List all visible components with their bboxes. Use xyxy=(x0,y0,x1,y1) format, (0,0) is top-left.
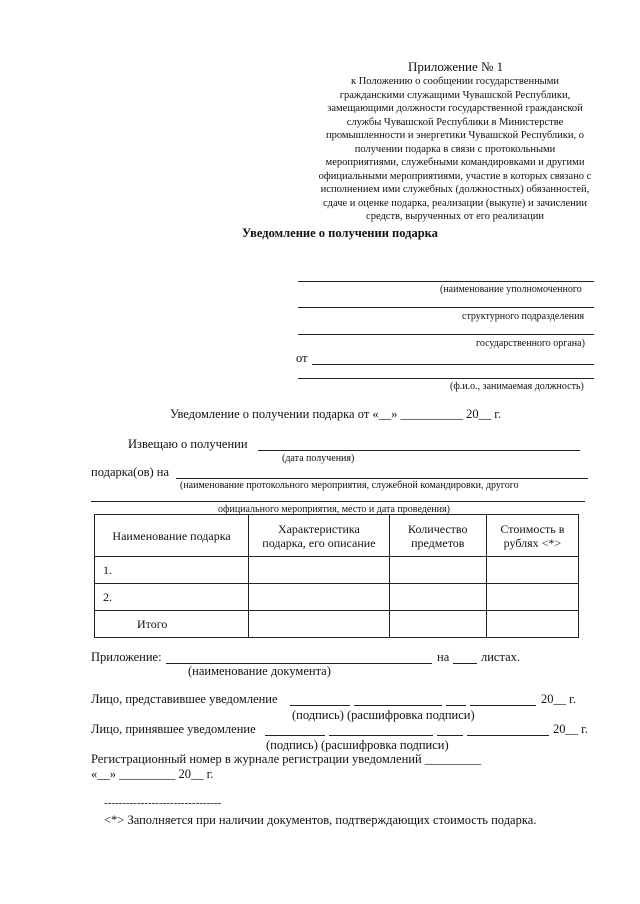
inform-label: Извещаю о получении xyxy=(128,437,248,451)
registration-date: «__» _________ 20__ г. xyxy=(91,767,214,781)
appendix-line: замещающими должности государственной гражданской xyxy=(327,103,583,114)
accepted-signature-line[interactable] xyxy=(265,735,325,736)
header-quantity: Количество предметов xyxy=(389,515,486,557)
footnote-separator: -------------------------------- xyxy=(104,797,222,809)
row-number: 1. xyxy=(95,557,249,584)
document-heading: Уведомление о получении подарка xyxy=(242,226,438,240)
receipt-date-line[interactable] xyxy=(258,450,580,451)
submitted-month-line[interactable] xyxy=(470,705,536,706)
appendix-line: получении подарка в связи с протокольными xyxy=(354,143,556,155)
attachment-sheets-line[interactable] xyxy=(453,663,477,664)
appendix-line: мероприятиями, служебными командировками и другими xyxy=(325,157,585,168)
cell-quantity[interactable] xyxy=(389,584,486,611)
attachment-on: на xyxy=(437,650,450,664)
event-hint-2: официального мероприятия, место и дата проведения) xyxy=(218,504,450,515)
notice-date-line: Уведомление о получении подарка от «__» __________ 20__ г. xyxy=(170,407,502,421)
from-label: от xyxy=(296,351,308,365)
addressee-line-3[interactable] xyxy=(298,334,594,335)
cell-cost[interactable] xyxy=(486,557,578,584)
table-header-row xyxy=(95,515,579,557)
header-description: Характеристика подарка, его описание xyxy=(249,515,390,557)
submitted-name-line[interactable] xyxy=(354,705,442,706)
appendix-title: Приложение № 1 xyxy=(408,59,504,74)
appendix-line: промышленности и энергетики Чувашской Республики, о xyxy=(325,130,585,141)
event-hint-1: (наименование протокольного мероприятия, служебной командировки, другого xyxy=(180,480,519,491)
addressee-line-2[interactable] xyxy=(298,307,594,308)
appendix-text xyxy=(300,75,610,224)
appendix-line: к Положению о сообщении государственными xyxy=(350,76,560,87)
cell-quantity[interactable] xyxy=(389,611,486,638)
appendix-line: официальными мероприятиями, участие в которых связано с xyxy=(318,170,592,182)
row-number: 2. xyxy=(95,584,249,611)
accepted-day-line[interactable] xyxy=(437,735,463,736)
gifts-table xyxy=(94,514,579,638)
appendix-line: гражданскими служащими Чувашской Республики, xyxy=(339,89,571,101)
addressee-hint-4: (ф.и.о., занимаемая должность) xyxy=(450,381,584,392)
accepted-name-line[interactable] xyxy=(329,735,433,736)
cell-quantity[interactable] xyxy=(389,557,486,584)
table-row xyxy=(95,584,579,611)
accepted-year: 20__ г. xyxy=(553,722,588,736)
registration-number: Регистрационный номер в журнале регистрации уведомлений _________ xyxy=(91,752,482,766)
footnote-text: <*> Заполняется при наличии документов, подтверждающих стоимость подарка. xyxy=(104,813,537,827)
attachment-hint: (наименование документа) xyxy=(188,664,331,678)
accepted-month-line[interactable] xyxy=(467,735,549,736)
appendix-line: службы Чувашской Республики в Министерстве xyxy=(346,116,564,128)
addressee-hint-1: (наименование уполномоченного xyxy=(440,284,582,295)
appendix-line: сдаче и оценке подарка, реализации (выкупе) и зачислении xyxy=(322,197,587,209)
table-total-row xyxy=(95,611,579,638)
accepted-hint: (подпись) (расшифровка подписи) xyxy=(266,738,449,752)
from-line[interactable] xyxy=(312,364,594,365)
gift-label: подарка(ов) на xyxy=(91,465,170,479)
cell-description[interactable] xyxy=(249,611,390,638)
event-line[interactable] xyxy=(176,478,588,479)
appendix-line: исполнением ими служебных (должностных) обязанностей, xyxy=(320,184,590,195)
cell-description[interactable] xyxy=(249,557,390,584)
addressee-hint-3: государственного органа) xyxy=(476,338,585,349)
total-label: Итого xyxy=(95,611,249,638)
submitted-hint: (подпись) (расшифровка подписи) xyxy=(292,708,475,722)
attachment-label: Приложение: xyxy=(91,650,162,664)
event-line-2[interactable] xyxy=(91,501,585,502)
submitted-day-line[interactable] xyxy=(446,705,466,706)
appendix-line: средств, вырученных от его реализации xyxy=(366,211,544,222)
date-hint: (дата получения) xyxy=(282,453,355,464)
accepted-label: Лицо, принявшее уведомление xyxy=(91,722,256,736)
from-line-2[interactable] xyxy=(298,378,594,379)
submitted-year: 20__ г. xyxy=(541,692,576,706)
cell-cost[interactable] xyxy=(486,611,578,638)
addressee-hint-2: структурного подразделения xyxy=(462,311,585,322)
cell-description[interactable] xyxy=(249,584,390,611)
submitted-signature-line[interactable] xyxy=(290,705,350,706)
addressee-line-1[interactable] xyxy=(298,281,594,282)
header-gift-name: Наименование подарка xyxy=(95,515,249,557)
submitted-label: Лицо, представившее уведомление xyxy=(91,692,278,706)
cell-cost[interactable] xyxy=(486,584,578,611)
header-cost: Стоимость в рублях <*> xyxy=(486,515,578,557)
table-row xyxy=(95,557,579,584)
attachment-sheets: листах. xyxy=(481,650,521,664)
